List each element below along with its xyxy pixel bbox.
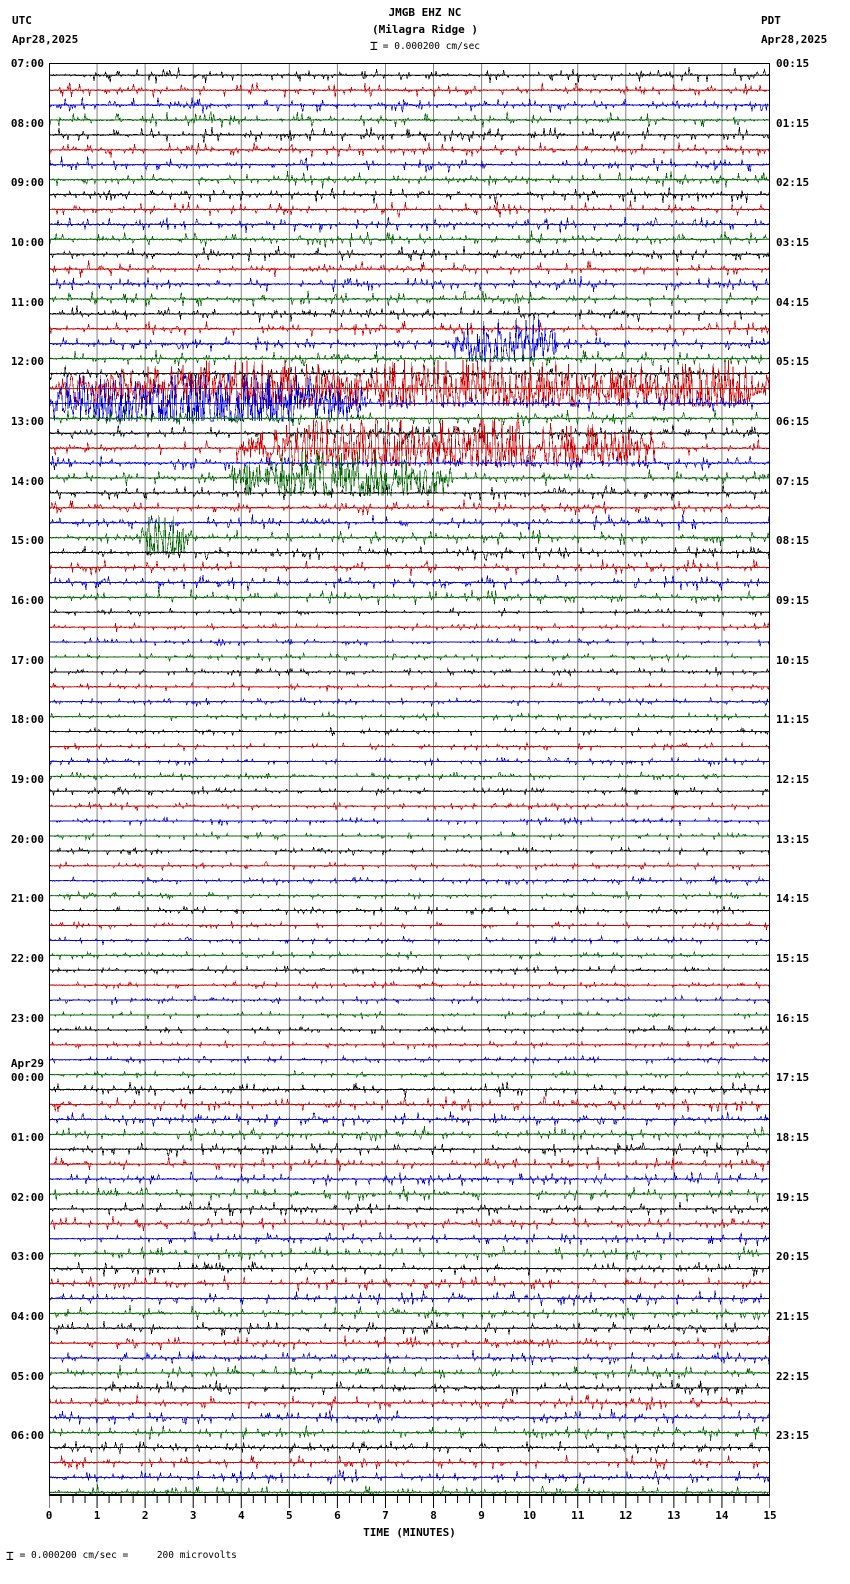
pdt-hour-label: 21:15 [776, 1310, 810, 1323]
utc-hour-label: 08:00 [10, 116, 44, 130]
pdt-hour-label: 20:15 [776, 1250, 810, 1264]
pdt-hour-label: 01:15 [776, 116, 810, 130]
x-axis-tick-label: 3 [189, 1509, 197, 1522]
utc-day-change-label: Apr29 [10, 1057, 44, 1071]
utc-hour-label: 19:00 [10, 773, 44, 786]
pdt-hour-label: 06:15 [776, 415, 810, 428]
pdt-date-label: Apr28,2025 [761, 33, 828, 46]
pdt-hour-label: 11:15 [776, 713, 810, 727]
utc-hour-label: 12:00 [10, 355, 44, 369]
station-title: JMGB EHZ NC [388, 6, 462, 19]
x-axis [45, 1495, 777, 1555]
x-axis-tick-label: 9 [478, 1509, 485, 1522]
pdt-hour-label: 17:15 [776, 1071, 810, 1085]
x-axis-tick-label: 6 [334, 1509, 341, 1522]
utc-hour-label: 20:00 [10, 832, 44, 846]
utc-date-label: Apr28,2025 [12, 33, 79, 46]
scale-bar-text: = 0.000200 cm/sec [382, 41, 481, 52]
pdt-hour-label: 16:15 [776, 1011, 810, 1025]
utc-hour-label: 00:00 [10, 1071, 44, 1085]
station-subtitle: (Milagra Ridge ) [372, 23, 478, 36]
utc-hour-label: 04:00 [10, 1310, 44, 1323]
utc-hour-label: 03:00 [10, 1250, 44, 1264]
pdt-hour-label: 10:15 [776, 653, 810, 667]
x-axis-tick-label: 8 [430, 1509, 437, 1522]
utc-hour-label: 05:00 [10, 1369, 44, 1383]
utc-hour-label: 06:00 [10, 1429, 44, 1443]
x-axis-title: TIME (MINUTES) [363, 1526, 456, 1539]
x-axis-ticks [49, 1495, 770, 1509]
utc-hour-label: 10:00 [10, 236, 44, 249]
footer-scale-icon: ⌶ [6, 1549, 14, 1564]
utc-hour-label: 09:00 [10, 176, 44, 190]
pdt-timezone-label: PDT [761, 14, 781, 27]
pdt-hour-label: 05:15 [776, 355, 810, 369]
utc-hour-label: 14:00 [10, 474, 44, 488]
x-axis-tick-label: 5 [286, 1509, 293, 1522]
pdt-hour-label: 23:15 [776, 1429, 810, 1443]
utc-hour-label: 13:00 [10, 415, 44, 428]
pdt-hour-label: 00:15 [776, 57, 810, 70]
scale-bar-icon: ⌶ [369, 39, 378, 54]
footer-scale-text: = 0.000200 cm/sec = 200 microvolts [19, 1550, 237, 1561]
x-axis-tick-label: 14 [715, 1509, 729, 1522]
x-axis-tick-label: 1 [93, 1509, 101, 1522]
x-axis-tick-label: 4 [237, 1509, 245, 1522]
scale-bar [0, 41, 850, 52]
helicorder-plot[interactable] [49, 63, 770, 1495]
x-axis-tick-label: 10 [523, 1509, 537, 1522]
pdt-hour-label: 19:15 [776, 1190, 810, 1204]
utc-hour-label: 18:00 [10, 713, 44, 727]
utc-hour-label: 07:00 [10, 57, 44, 70]
utc-hour-label: 22:00 [10, 952, 44, 965]
pdt-hour-label: 22:15 [776, 1369, 810, 1383]
x-axis-tick-label: 11 [571, 1509, 585, 1522]
pdt-hour-labels [776, 57, 850, 1495]
utc-hour-label: 17:00 [10, 653, 44, 667]
utc-hour-label: 23:00 [10, 1011, 44, 1025]
utc-hour-label: 02:00 [10, 1190, 44, 1204]
pdt-hour-label: 18:15 [776, 1131, 810, 1144]
pdt-hour-label: 14:15 [776, 892, 810, 906]
pdt-hour-label: 08:15 [776, 534, 810, 548]
x-axis-tick-label: 13 [667, 1509, 681, 1522]
utc-hour-label: 16:00 [10, 594, 44, 607]
utc-timezone-label: UTC [12, 14, 32, 27]
x-axis-tick-label: 12 [619, 1509, 633, 1522]
pdt-hour-label: 12:15 [776, 773, 810, 786]
utc-hour-labels [0, 57, 44, 1495]
pdt-hour-label: 03:15 [776, 236, 810, 249]
pdt-hour-label: 04:15 [776, 295, 810, 309]
plot-frame [49, 63, 770, 1495]
footer-scale-note [6, 1549, 237, 1564]
x-axis-tick-label: 0 [45, 1509, 53, 1522]
pdt-hour-label: 07:15 [776, 474, 810, 488]
utc-hour-label: 01:00 [10, 1131, 44, 1144]
utc-hour-label: 15:00 [10, 534, 44, 548]
utc-hour-label: 21:00 [10, 892, 44, 906]
utc-hour-label: 11:00 [10, 295, 44, 309]
x-axis-tick-label: 7 [382, 1509, 389, 1522]
x-axis-tick-label: 15 [763, 1509, 777, 1522]
pdt-hour-label: 13:15 [776, 832, 810, 846]
pdt-hour-label: 02:15 [776, 176, 810, 190]
x-axis-tick-label: 2 [141, 1509, 149, 1522]
pdt-hour-label: 09:15 [776, 594, 810, 607]
pdt-hour-label: 15:15 [776, 952, 810, 965]
